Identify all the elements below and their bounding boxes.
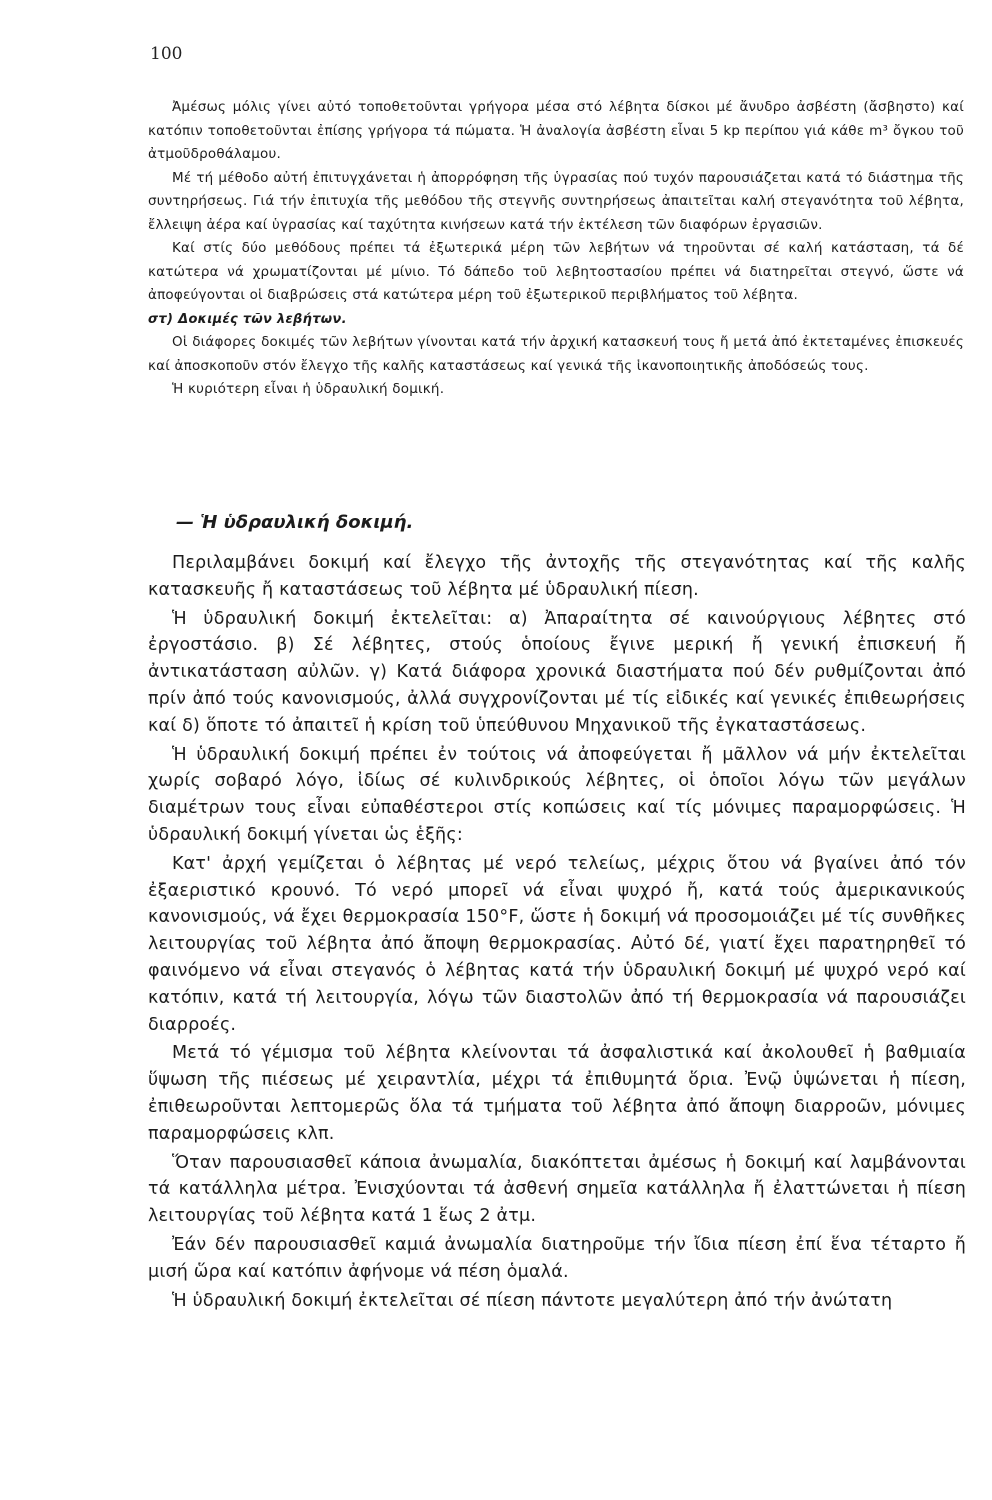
- intro-text-block: [148, 96, 964, 402]
- paragraph: Ἀμέσως μόλις γίνει αὐτό τοποθετοῦνται γρήγορα μέσα στό λέβητα δίσκοι μέ ἄνυδρο ἀσβέστη (ἄσβηστο) καί κατόπιν τοποθετοῦνται ἐπίσης γρήγορα τά πώματα. Ἡ ἀναλογία ἀσβέστη εἶναι 5 kp περίπου γιά κάθε m³ ὄγκου τοῦ ἀτμοῦδροθάλαμου.: [148, 99, 964, 162]
- paragraph: Μετά τό γέμισμα τοῦ λέβητα κλείνονται τά ἀσφαλιστικά καί ἀκολουθεῖ ἡ βαθμιαία ὕψωση τῆς πιέσεως μέ χειραντλία, μέχρι τά ἐπιθυμητά ὅρια. Ἐνῷ ὑψώνεται ἡ πίεση, ἐπιθεωροῦνται λεπτομερῶς ὅλα τά τμήματα τοῦ λέβητα ἀπό ἄποψη διαρροῶν, μόνιμες παραμορφώσεις κλπ.: [148, 1043, 966, 1144]
- paragraph: Ἡ ὑδραυλική δοκιμή ἐκτελεῖται: α) Ἀπαραίτητα σέ καινούργιους λέβητες στό ἐργοστάσιο. β) Σέ λέβητες, στούς ὁποίους ἔγινε μερική ἤ γενική ἐπισκευή ἤ ἀντικατάσταση αὐλῶν. γ) Κατά διάφορα χρονικά διαστήματα πού δέν ρυθμίζονται ἀπό πρίν ἀπό τούς κανονισμούς, ἀλλά συγχρονίζονται μέ τίς εἰδικές καί γενικές ἐπιθεωρήσεις καί δ) ὅποτε τό ἀπαιτεῖ ἡ κρίση τοῦ ὑπεύθυνου Μηχανικοῦ τῆς ἐγκαταστάσεως.: [148, 608, 966, 736]
- paragraph: Ὅταν παρουσιασθεῖ κάποια ἀνωμαλία, διακόπτεται ἀμέσως ἡ δοκιμή καί λαμβάνονται τά κατάλληλα μέτρα. Ἐνισχύονται τά ἀσθενή σημεῖα κατάλληλα ἤ ἐλαττώνεται ἡ πίεση λειτουργίας τοῦ λέβητα κατά 1 ἕως 2 ἀτμ.: [148, 1152, 966, 1227]
- subsection-heading: — Ἡ ὑδραυλική δοκιμή.: [176, 512, 414, 533]
- paragraph: Ἐάν δέν παρουσιασθεῖ καμιά ἀνωμαλία διατηροῦμε τήν ἴδια πίεση ἐπί ἕνα τέταρτο ἤ μισή ὥρα καί κατόπιν ἀφήνομε νά πέση ὁμαλά.: [148, 1234, 966, 1282]
- paragraph: Ἡ κυριότερη εἶναι ἡ ὑδραυλική δομική.: [172, 381, 445, 397]
- paragraph: Καί στίς δύο μεθόδους πρέπει τά ἐξωτερικά μέρη τῶν λεβήτων νά τηροῦνται σέ καλή κατάσταση, τά δέ κατώτερα νά χρωματίζονται μέ μίνιο. Τό δάπεδο τοῦ λεβητοστασίου πρέπει νά διατηρεῖται στεγνό, ὥστε νά ἀποφεύγονται οἱ διαβρώσεις στά κατώτερα μέρη τοῦ ἐξωτερικοῦ περιβλήματος τοῦ λέβητα.: [148, 240, 964, 303]
- paragraph: Περιλαμβάνει δοκιμή καί ἔλεγχο τῆς ἀντοχῆς τῆς στεγανότητας καί τῆς καλῆς κατασκευῆς ἤ καταστάσεως τοῦ λέβητα μέ ὑδραυλική πίεση.: [148, 553, 966, 600]
- section-heading: στ) Δοκιμές τῶν λεβήτων.: [148, 311, 347, 327]
- paragraph: Οἱ διάφορες δοκιμές τῶν λεβήτων γίνονται κατά τήν ἀρχική κατασκευή τους ἤ μετά ἀπό ἐκτεταμένες ἐπισκευές καί ἀποσκοποῦν στόν ἔλεγχο τῆς καλῆς καταστάσεως καί γενικά τῆς ἱκανοποιητικῆς ἀποδόσεώς τους.: [148, 334, 964, 374]
- paragraph: Μέ τή μέθοδο αὐτή ἐπιτυγχάνεται ἡ ἀπορρόφηση τῆς ὑγρασίας πού τυχόν παρουσιάζεται κατά τό διάστημα τῆς συντηρήσεως. Γιά τήν ἐπιτυχία τῆς μεθόδου τῆς στεγνῆς συντηρήσεως ἀπαιτεῖται καλή στεγανότητα τοῦ λέβητα, ἔλλειψη ἀέρα καί ὑγρασίας καί ταχύτητα κινήσεων κατά τήν ἐκτέλεση τῶν διαφόρων ἐργασιῶν.: [148, 169, 964, 233]
- paragraph: Κατ' ἀρχή γεμίζεται ὁ λέβητας μέ νερό τελείως, μέχρις ὅτου νά βγαίνει ἀπό τόν ἐξαεριστικό κρουνό. Τό νερό μπορεῖ νά εἶναι ψυχρό ἤ, κατά τούς ἀμερικανικούς κανονισμούς, νά ἔχει θερμοκρασία 150°F, ὥστε ἡ δοκιμή νά προσομοιάζει μέ τίς συνθῆκες λειτουργίας τοῦ λέβητα ἀπό ἄποψη θερμοκρασίας. Αὐτό δέ, γιατί ἔχει παρατηρηθεῖ τό φαινόμενο νά εἶναι στεγανός ὁ λέβητας κατά τήν ὑδραυλική δοκιμή μέ ψυχρό νερό καί κατόπιν, κατά τή λειτουργία, λόγω τῶν διαστολῶν ἀπό τή θερμοκρασία νά παρουσιάζει διαρροές.: [148, 853, 966, 1035]
- main-text-block: [148, 550, 966, 1316]
- paragraph: Ἡ ὑδραυλική δοκιμή ἐκτελεῖται σέ πίεση πάντοτε μεγαλύτερη ἀπό τήν ἀνώτατη: [172, 1290, 893, 1311]
- paragraph: Ἡ ὑδραυλική δοκιμή πρέπει ἐν τούτοις νά ἀποφεύγεται ἤ μᾶλλον νά μήν ἐκτελεῖται χωρίς σοβαρό λόγο, ἰδίως σέ κυλινδρικούς λέβητες, οἱ ὁποῖοι λόγω τῶν μεγάλων διαμέτρων τους εἶναι εὐπαθέστεροι στίς κοπώσεις καί τίς μόνιμες παραμορφώσεις. Ἡ ὑδραυλική δοκιμή γίνεται ὡς ἑξῆς:: [148, 744, 966, 845]
- page-number: 100: [150, 44, 183, 64]
